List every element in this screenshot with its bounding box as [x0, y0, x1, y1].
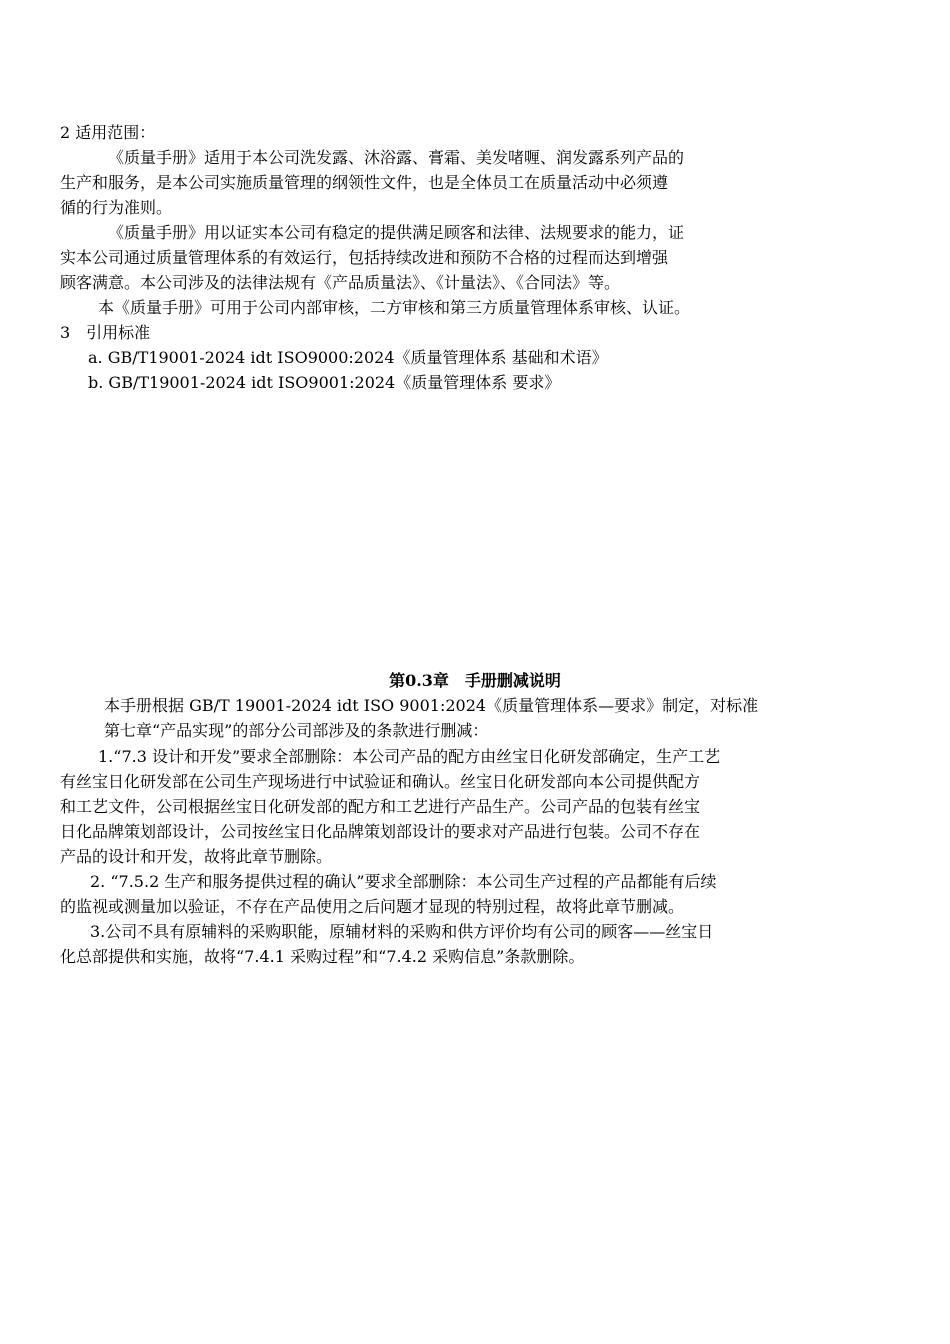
deletion-item-1-line-5: 产品的设计和开发，故将此章节删除。 [60, 847, 333, 866]
reference-item-b: b. GB/T19001-2024 idt ISO9001:2024《质量管理体系 要求》 [88, 373, 561, 392]
scope-heading: 2 适用范围： [60, 123, 156, 142]
chapter-title: 第0.3章 手册删减说明 [389, 671, 561, 690]
deletion-item-3-line-2: 化总部提供和实施，故将“7.4.1 采购过程”和“7.4.2 采购信息”条款删除。 [60, 947, 585, 966]
deletion-item-3-line-1: 3.公司不具有原辅料的采购职能，原辅材料的采购和供方评价均有公司的顾客——丝宝日 [90, 922, 714, 941]
scope-p2-line-3: 顾客满意。本公司涉及的法律法规有《产品质量法》、《计量法》、《合同法》等。 [60, 273, 621, 292]
scope-p1-line-2: 生产和服务，是本公司实施质量管理的纲领性文件，也是全体员工在质量活动中必须遵 [60, 173, 669, 192]
scope-p3-line: 本《质量手册》可用于公司内部审核，二方审核和第三方质量管理体系审核、认证。 [98, 298, 691, 317]
deletion-item-1-line-4: 日化品牌策划部设计，公司按丝宝日化品牌策划部设计的要求对产品进行包装。公司不存在 [60, 822, 701, 841]
reference-item-a: a. GB/T19001-2024 idt ISO9000:2024《质量管理体系 基础和术语》 [88, 348, 608, 367]
scope-p1-line-3: 循的行为准则。 [60, 198, 173, 217]
deletion-item-2-line-2: 的监视或测量加以验证，不存在产品使用之后问题才显现的特别过程，故将此章节删减。 [60, 897, 685, 916]
scope-p2-line-1: 《质量手册》用以证实本公司有稳定的提供满足顾客和法律、法规要求的能力，证 [108, 223, 685, 242]
deletion-item-1-line-3: 和工艺文件，公司根据丝宝日化研发部的配方和工艺进行产品生产。公司产品的包装有丝宝 [60, 797, 701, 816]
references-heading: 3 引用标准 [60, 323, 151, 342]
chapter-intro-line-2: 第七章“产品实现”的部分公司部涉及的条款进行删减： [104, 721, 489, 740]
scope-p2-line-2: 实本公司通过质量管理体系的有效运行，包括持续改进和预防不合格的过程而达到增强 [60, 248, 669, 267]
scope-p1-line-1: 《质量手册》适用于本公司洗发露、沐浴露、膏霜、美发啫喱、润发露系列产品的 [108, 148, 685, 167]
deletion-item-2-line-1: 2. “7.5.2 生产和服务提供过程的确认”要求全部删除：本公司生产过程的产品都能有后续 [90, 872, 717, 891]
deletion-item-1-line-1: 1.“7.3 设计和开发”要求全部删除：本公司产品的配方由丝宝日化研发部确定，生产工艺 [98, 747, 721, 766]
chapter-intro-line-1: 本手册根据 GB/T 19001-2024 idt ISO 9001:2024《质量管理体系—要求》制定，对标准 [104, 696, 759, 715]
deletion-item-1-line-2: 有丝宝日化研发部在公司生产现场进行中试验证和确认。丝宝日化研发部向本公司提供配方 [60, 772, 701, 791]
